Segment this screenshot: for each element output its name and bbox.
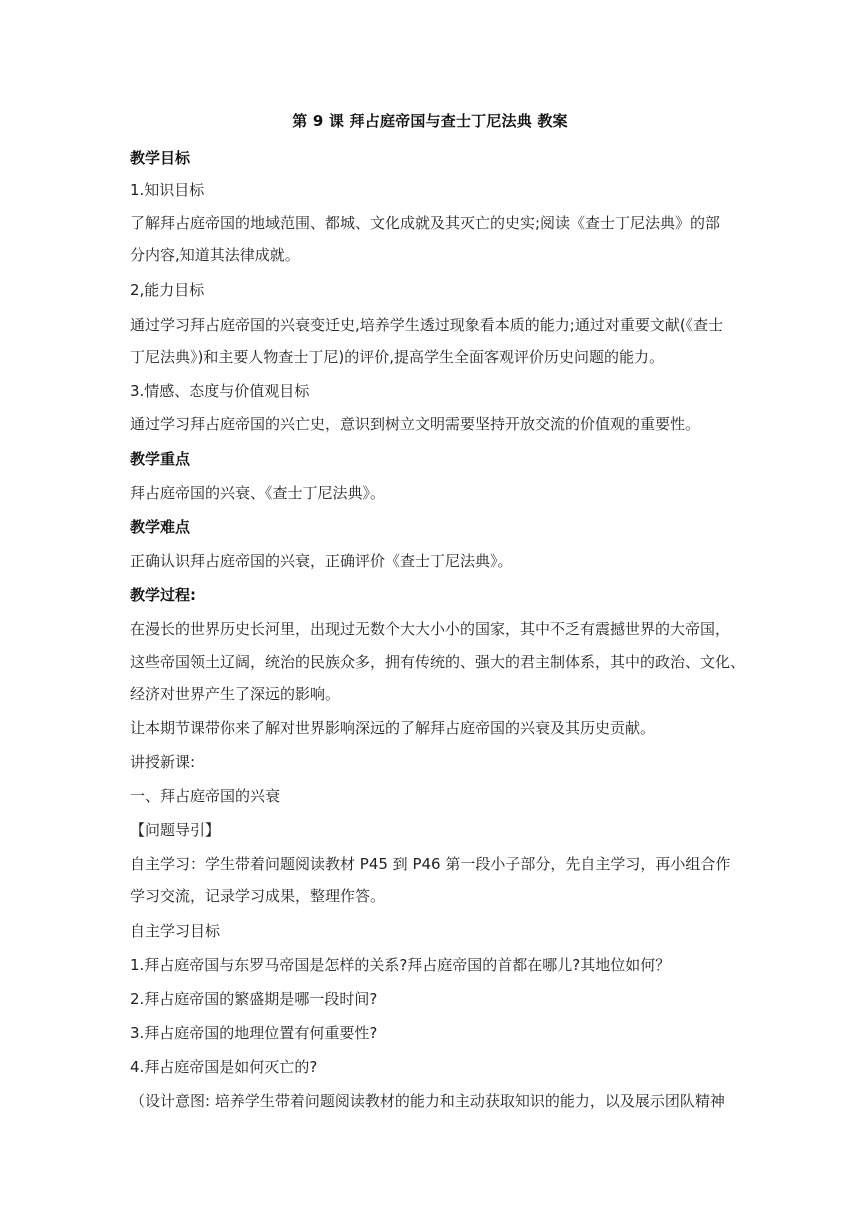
paragraph-line: 学习交流，记录学习成果，整理作答。: [130, 887, 386, 905]
subheading-values-goal: 3.情感、态度与价值观目标: [130, 382, 310, 400]
paragraph-line: 在漫长的世界历史长河里，出现过无数个大大小小的国家，其中不乏有震撼世界的大帝国，: [130, 620, 731, 638]
paragraph-line: （设计意图: 培养学生带着问题阅读教材的能力和主动获取知识的能力，以及展示团队精神: [130, 1092, 725, 1110]
question-guide-label: 【问题导引】: [130, 821, 221, 839]
list-item: 4.拜占庭帝国是如何灭亡的?: [130, 1058, 318, 1076]
subheading-knowledge-goal: 1.知识目标: [130, 181, 205, 199]
heading-teaching-goals: 教学目标: [130, 149, 191, 167]
subheading-self-study: 自主学习目标: [130, 922, 221, 940]
heading-difficult-points: 教学难点: [130, 518, 191, 536]
heading-key-points: 教学重点: [130, 450, 191, 468]
paragraph-line: 丁尼法典》)和主要人物查士丁尼)的评价,提高学生全面客观评价历史问题的能力。: [130, 348, 664, 366]
paragraph-line: 通过学习拜占庭帝国的兴衰变迁史,培养学生透过现象看本质的能力;通过对重要文献(《查士: [130, 316, 724, 334]
paragraph-line: 这些帝国领土辽阔，统治的民族众多，拥有传统的、强大的君主制体系，其中的政治、文化、: [130, 653, 746, 671]
document-title: 第 9 课 拜占庭帝国与查士丁尼法典 教案: [292, 112, 568, 130]
list-item: 1.拜占庭帝国与东罗马帝国是怎样的关系?拜占庭帝国的首都在哪儿?其地位如何？: [130, 956, 671, 974]
subheading-ability-goal: 2,能力目标: [130, 281, 205, 299]
paragraph-line: 自主学习：学生带着问题阅读教材 P45 到 P46 第一段小子部分，先自主学习，再小组合作: [130, 855, 731, 873]
paragraph-line: 拜占庭帝国的兴衰、《查士丁尼法典》。: [130, 484, 386, 502]
paragraph-line: 了解拜占庭帝国的地域范围、都城、文化成就及其灭亡的史实;阅读《查士丁尼法典》的部: [130, 214, 721, 232]
paragraph-line: 经济对世界产生了深远的影响。: [130, 685, 341, 703]
paragraph-line: 让本期节课带你来了解对世界影响深远的了解拜占庭帝国的兴衰及其历史贡献。: [130, 719, 656, 737]
list-item: 3.拜占庭帝国的地理位置有何重要性?: [130, 1024, 378, 1042]
paragraph-line: 通过学习拜占庭帝国的兴亡史，意识到树立文明需要坚持开放交流的价值观的重要性。: [130, 415, 701, 433]
section-heading: 一、拜占庭帝国的兴衰: [130, 787, 281, 805]
paragraph-line: 讲授新课:: [130, 753, 196, 771]
list-item: 2.拜占庭帝国的繁盛期是哪一段时间?: [130, 990, 378, 1008]
paragraph-line: 分内容,知道其法律成就。: [130, 246, 300, 264]
paragraph-line: 正确认识拜占庭帝国的兴衰，正确评价《查士丁尼法典》。: [130, 552, 513, 570]
heading-teaching-process: 教学过程:: [130, 586, 196, 604]
